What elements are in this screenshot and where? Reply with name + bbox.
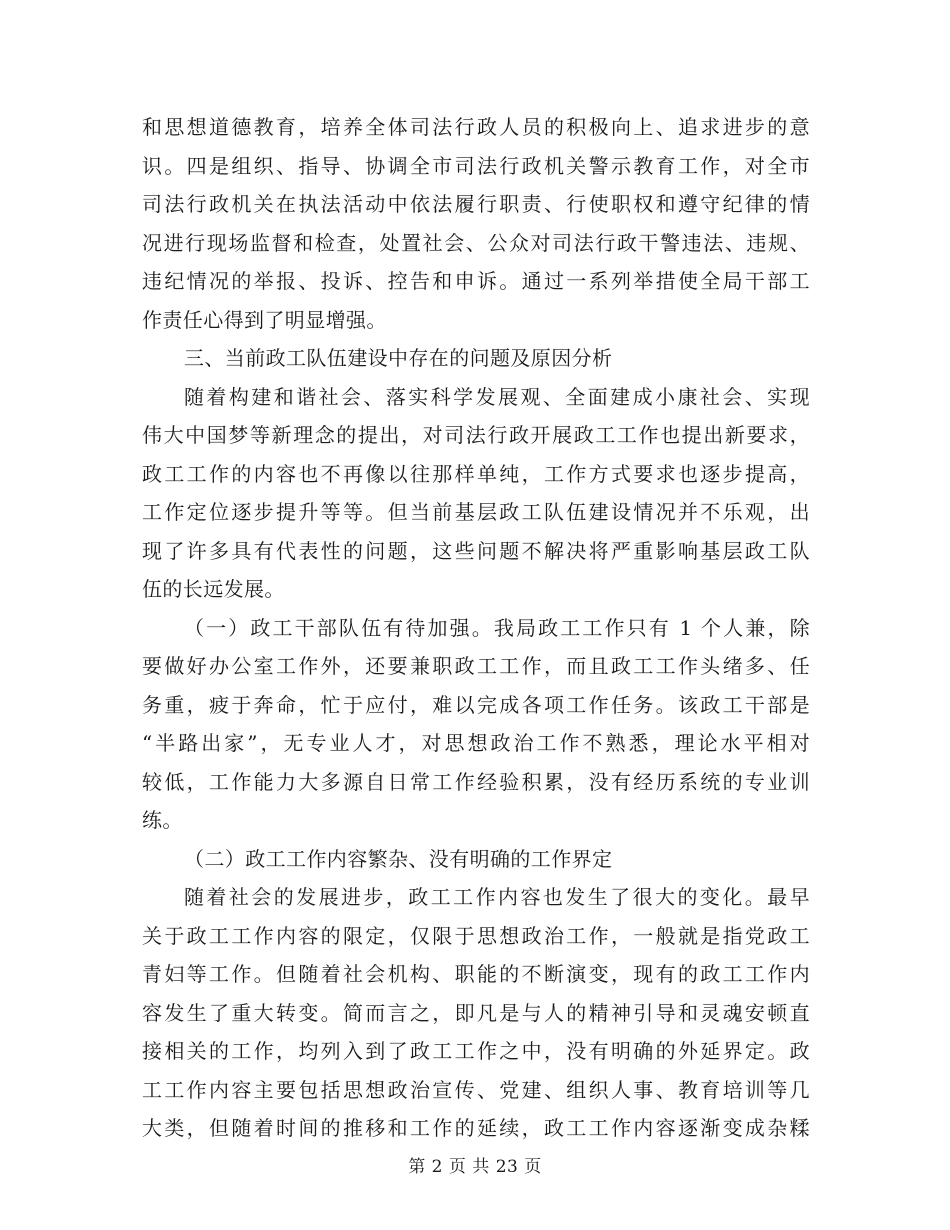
text-line: 司法行政机关在执法活动中依法履行职责、行使职权和遵守纪律的情 <box>142 192 810 216</box>
text-line: 务重，疲于奔命，忙于应付，难以完成各项工作任务。该政工干部是 <box>142 692 810 717</box>
text-line: 关于政工工作内容的限定，仅限于思想政治工作，一般就是指党政工 <box>142 923 810 948</box>
text-line: 伟大中国梦等新理念的提出，对司法行政开展政工工作也提出新要求， <box>142 423 810 447</box>
text-line: 工工作内容主要包括思想政治宣传、党建、组织人事、教育培训等几 <box>142 1077 810 1102</box>
section-heading: 三、当前政工队伍建设中存在的问题及原因分析 <box>184 346 613 370</box>
text-line: 工作定位逐步提升等等。但当前基层政工队伍建设情况并不乐观，出 <box>142 500 810 524</box>
text-line: 要做好办公室工作外，还要兼职政工工作，而且政工工作头绪多、任 <box>142 654 810 678</box>
document-body <box>142 108 810 1148</box>
text-line: 作责任心得到了明显增强。 <box>142 307 387 332</box>
text-line: 随着构建和谐社会、落实科学发展观、全面建成小康社会、实现 <box>184 384 810 409</box>
text-line: 大类，但随着时间的推移和工作的延续，政工工作内容逐渐变成杂糅 <box>142 1116 810 1140</box>
page-number-footer: 第 2 页 共 23 页 <box>408 1157 542 1177</box>
text-line: 现了许多具有代表性的问题，这些问题不解决将严重影响基层政工队 <box>142 538 810 563</box>
text-line: 政工工作的内容也不再像以往那样单纯，工作方式要求也逐步提高， <box>142 461 810 486</box>
text-line: 和思想道德教育，培养全体司法行政人员的积极向上、追求进步的意 <box>142 115 810 139</box>
text-line: 况进行现场监督和检查，处置社会、公众对司法行政干警违法、违规、 <box>142 230 810 255</box>
text-line: 识。四是组织、指导、协调全市司法行政机关警示教育工作，对全市 <box>142 153 810 178</box>
subsection-heading: （二）政工工作内容繁杂、没有明确的工作界定 <box>184 846 613 871</box>
text-line: 违纪情况的举报、投诉、控告和申诉。通过一系列举措使全局干部工 <box>142 269 810 293</box>
text-line: “半路出家”，无专业人才，对思想政治工作不熟悉，理论水平相对 <box>142 731 810 755</box>
text-line: 青妇等工作。但随着社会机构、职能的不断演变，现有的政工工作内 <box>142 962 810 986</box>
text-line: 较低，工作能力大多源自日常工作经验积累，没有经历系统的专业训 <box>142 769 810 794</box>
subsection-heading: （一）政工干部队伍有待加强。我局政工工作只有 1 个人兼，除 <box>184 615 810 640</box>
text-line: 接相关的工作，均列入到了政工工作之中，没有明确的外延界定。政 <box>142 1039 810 1063</box>
text-line: 练。 <box>142 808 183 832</box>
text-line: 容发生了重大转变。简而言之，即凡是与人的精神引导和灵魂安顿直 <box>142 1000 810 1025</box>
text-line: 伍的长远发展。 <box>142 577 285 601</box>
text-line: 随着社会的发展进步，政工工作内容也发生了很大的变化。最早 <box>184 885 810 909</box>
